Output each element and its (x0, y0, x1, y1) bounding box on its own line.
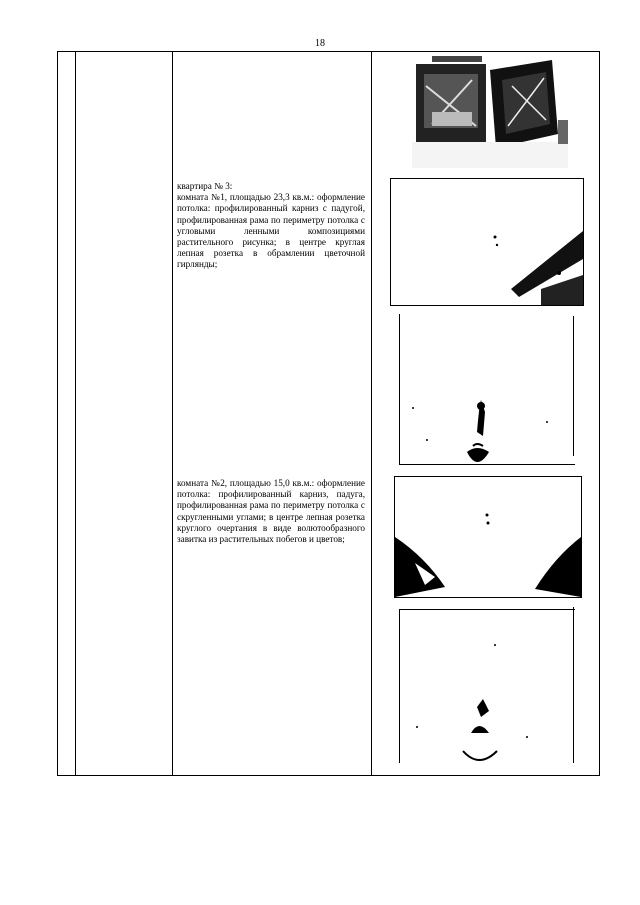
column-divider-3 (371, 52, 372, 775)
ceiling-photo-room1-b (397, 312, 577, 468)
ceiling-image-3 (395, 477, 581, 597)
ceiling-image-2 (397, 312, 577, 468)
fireplace-photo (412, 56, 568, 168)
ceiling-image-4 (397, 607, 577, 767)
column-divider-1 (75, 52, 76, 775)
fireplace-image (412, 56, 568, 168)
ceiling-photo-room2-a (394, 476, 582, 598)
room2-description: комната №2, площадью 15,0 кв.м.: оформление потолка: профилированный карниз, падуга, профилированная рама по периметру потолка с скругленными углами; в центре лепная розетка круглого очертания в виде волютообразного завитка из растительных побегов и цветов; (177, 478, 365, 545)
ceiling-photo-room2-b (397, 607, 577, 767)
ceiling-photo-room1-a (390, 178, 584, 306)
column-divider-2 (172, 52, 173, 775)
room1-description: квартира № 3: комната №1, площадью 23,3 кв.м.: оформление потолка: профилированный карниз с падугой, профилированная рама по периметру потолка с угловыми ленными композициями растительного рисунка; в центре круглая лепная розетка в обрамлении цветочной гирлянды; (177, 181, 365, 270)
page-number: 18 (315, 38, 325, 49)
ceiling-image-1 (391, 179, 583, 305)
